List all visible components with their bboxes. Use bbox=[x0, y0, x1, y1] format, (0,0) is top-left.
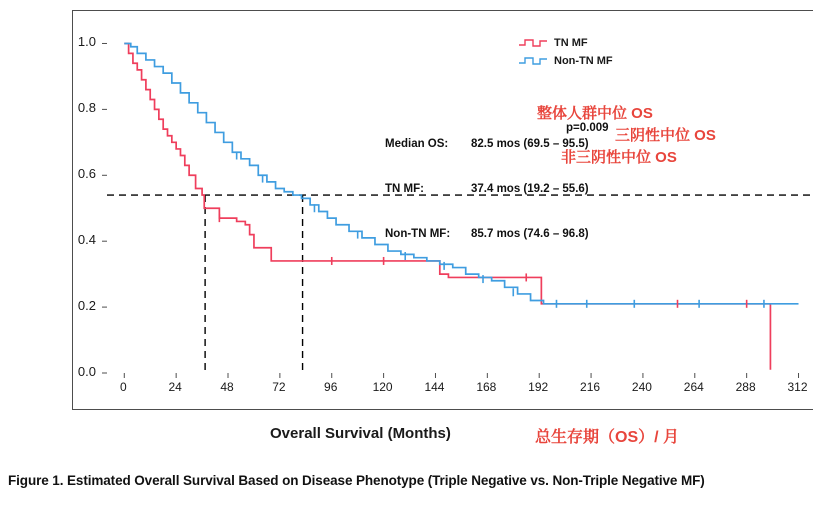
x-tick-label: 0 bbox=[119, 380, 127, 394]
legend-label-tn: TN MF bbox=[554, 37, 588, 49]
x-axis-title-chinese: 总生存期（OS）/ 月 bbox=[535, 429, 680, 446]
non-tn-label: Non-TN MF: bbox=[385, 228, 451, 240]
chart-legend bbox=[519, 35, 613, 71]
chinese-note-tn-os: 三阴性中位 OS bbox=[615, 127, 716, 144]
x-tick-label: 144 bbox=[424, 380, 445, 394]
chinese-note-overall-os: 整体人群中位 OS bbox=[537, 105, 653, 122]
legend-item-tn bbox=[519, 35, 613, 51]
stats-line-non-tn bbox=[385, 227, 589, 242]
x-tick-label: 48 bbox=[220, 380, 234, 394]
stats-annotation bbox=[385, 107, 589, 272]
non-tn-value: 85.7 mos (74.6 – 96.8) bbox=[471, 228, 589, 240]
y-tick-label: 0.2 bbox=[77, 298, 96, 314]
y-tick-label: 0.8 bbox=[77, 100, 96, 116]
p-value-label: p=0.009 bbox=[566, 122, 609, 134]
y-tick-label: 0.6 bbox=[77, 166, 96, 182]
x-tick-label: 96 bbox=[324, 380, 338, 394]
x-tick-label: 264 bbox=[683, 380, 704, 394]
x-tick-label: 216 bbox=[580, 380, 601, 394]
x-tick-label: 24 bbox=[168, 380, 182, 394]
tn-label: TN MF: bbox=[385, 183, 424, 195]
legend-swatch-tn-icon bbox=[519, 37, 547, 49]
y-tick-label: 0.4 bbox=[77, 232, 96, 248]
x-tick-label: 168 bbox=[476, 380, 497, 394]
median-os-value: 82.5 mos (69.5 – 95.5) bbox=[471, 138, 589, 150]
tn-value: 37.4 mos (19.2 – 55.6) bbox=[471, 183, 589, 195]
x-tick-label: 72 bbox=[272, 380, 286, 394]
x-tick-label: 312 bbox=[787, 380, 808, 394]
y-tick-label: 0.0 bbox=[77, 364, 96, 379]
y-tick-label: 1.0 bbox=[77, 34, 96, 50]
chinese-note-non-tn-os: 非三阴性中位 OS bbox=[561, 149, 677, 166]
legend-swatch-non-tn-icon bbox=[519, 55, 547, 67]
x-tick-label: 192 bbox=[528, 380, 549, 394]
stats-line-median-os bbox=[385, 137, 589, 152]
legend-label-non-tn: Non-TN MF bbox=[554, 55, 613, 67]
x-tick-label: 120 bbox=[372, 380, 393, 394]
legend-item-non-tn bbox=[519, 53, 613, 69]
x-tick-label: 288 bbox=[735, 380, 756, 394]
figure-caption: Figure 1. Estimated Overall Survival Based on Disease Phenotype (Triple Negative vs. Non-Triple Negative MF) bbox=[8, 473, 705, 488]
x-axis-title: Overall Survival (Months) bbox=[270, 425, 451, 442]
x-tick-label: 240 bbox=[631, 380, 652, 394]
median-os-label: Median OS: bbox=[385, 138, 449, 150]
stats-line-tn bbox=[385, 182, 589, 197]
